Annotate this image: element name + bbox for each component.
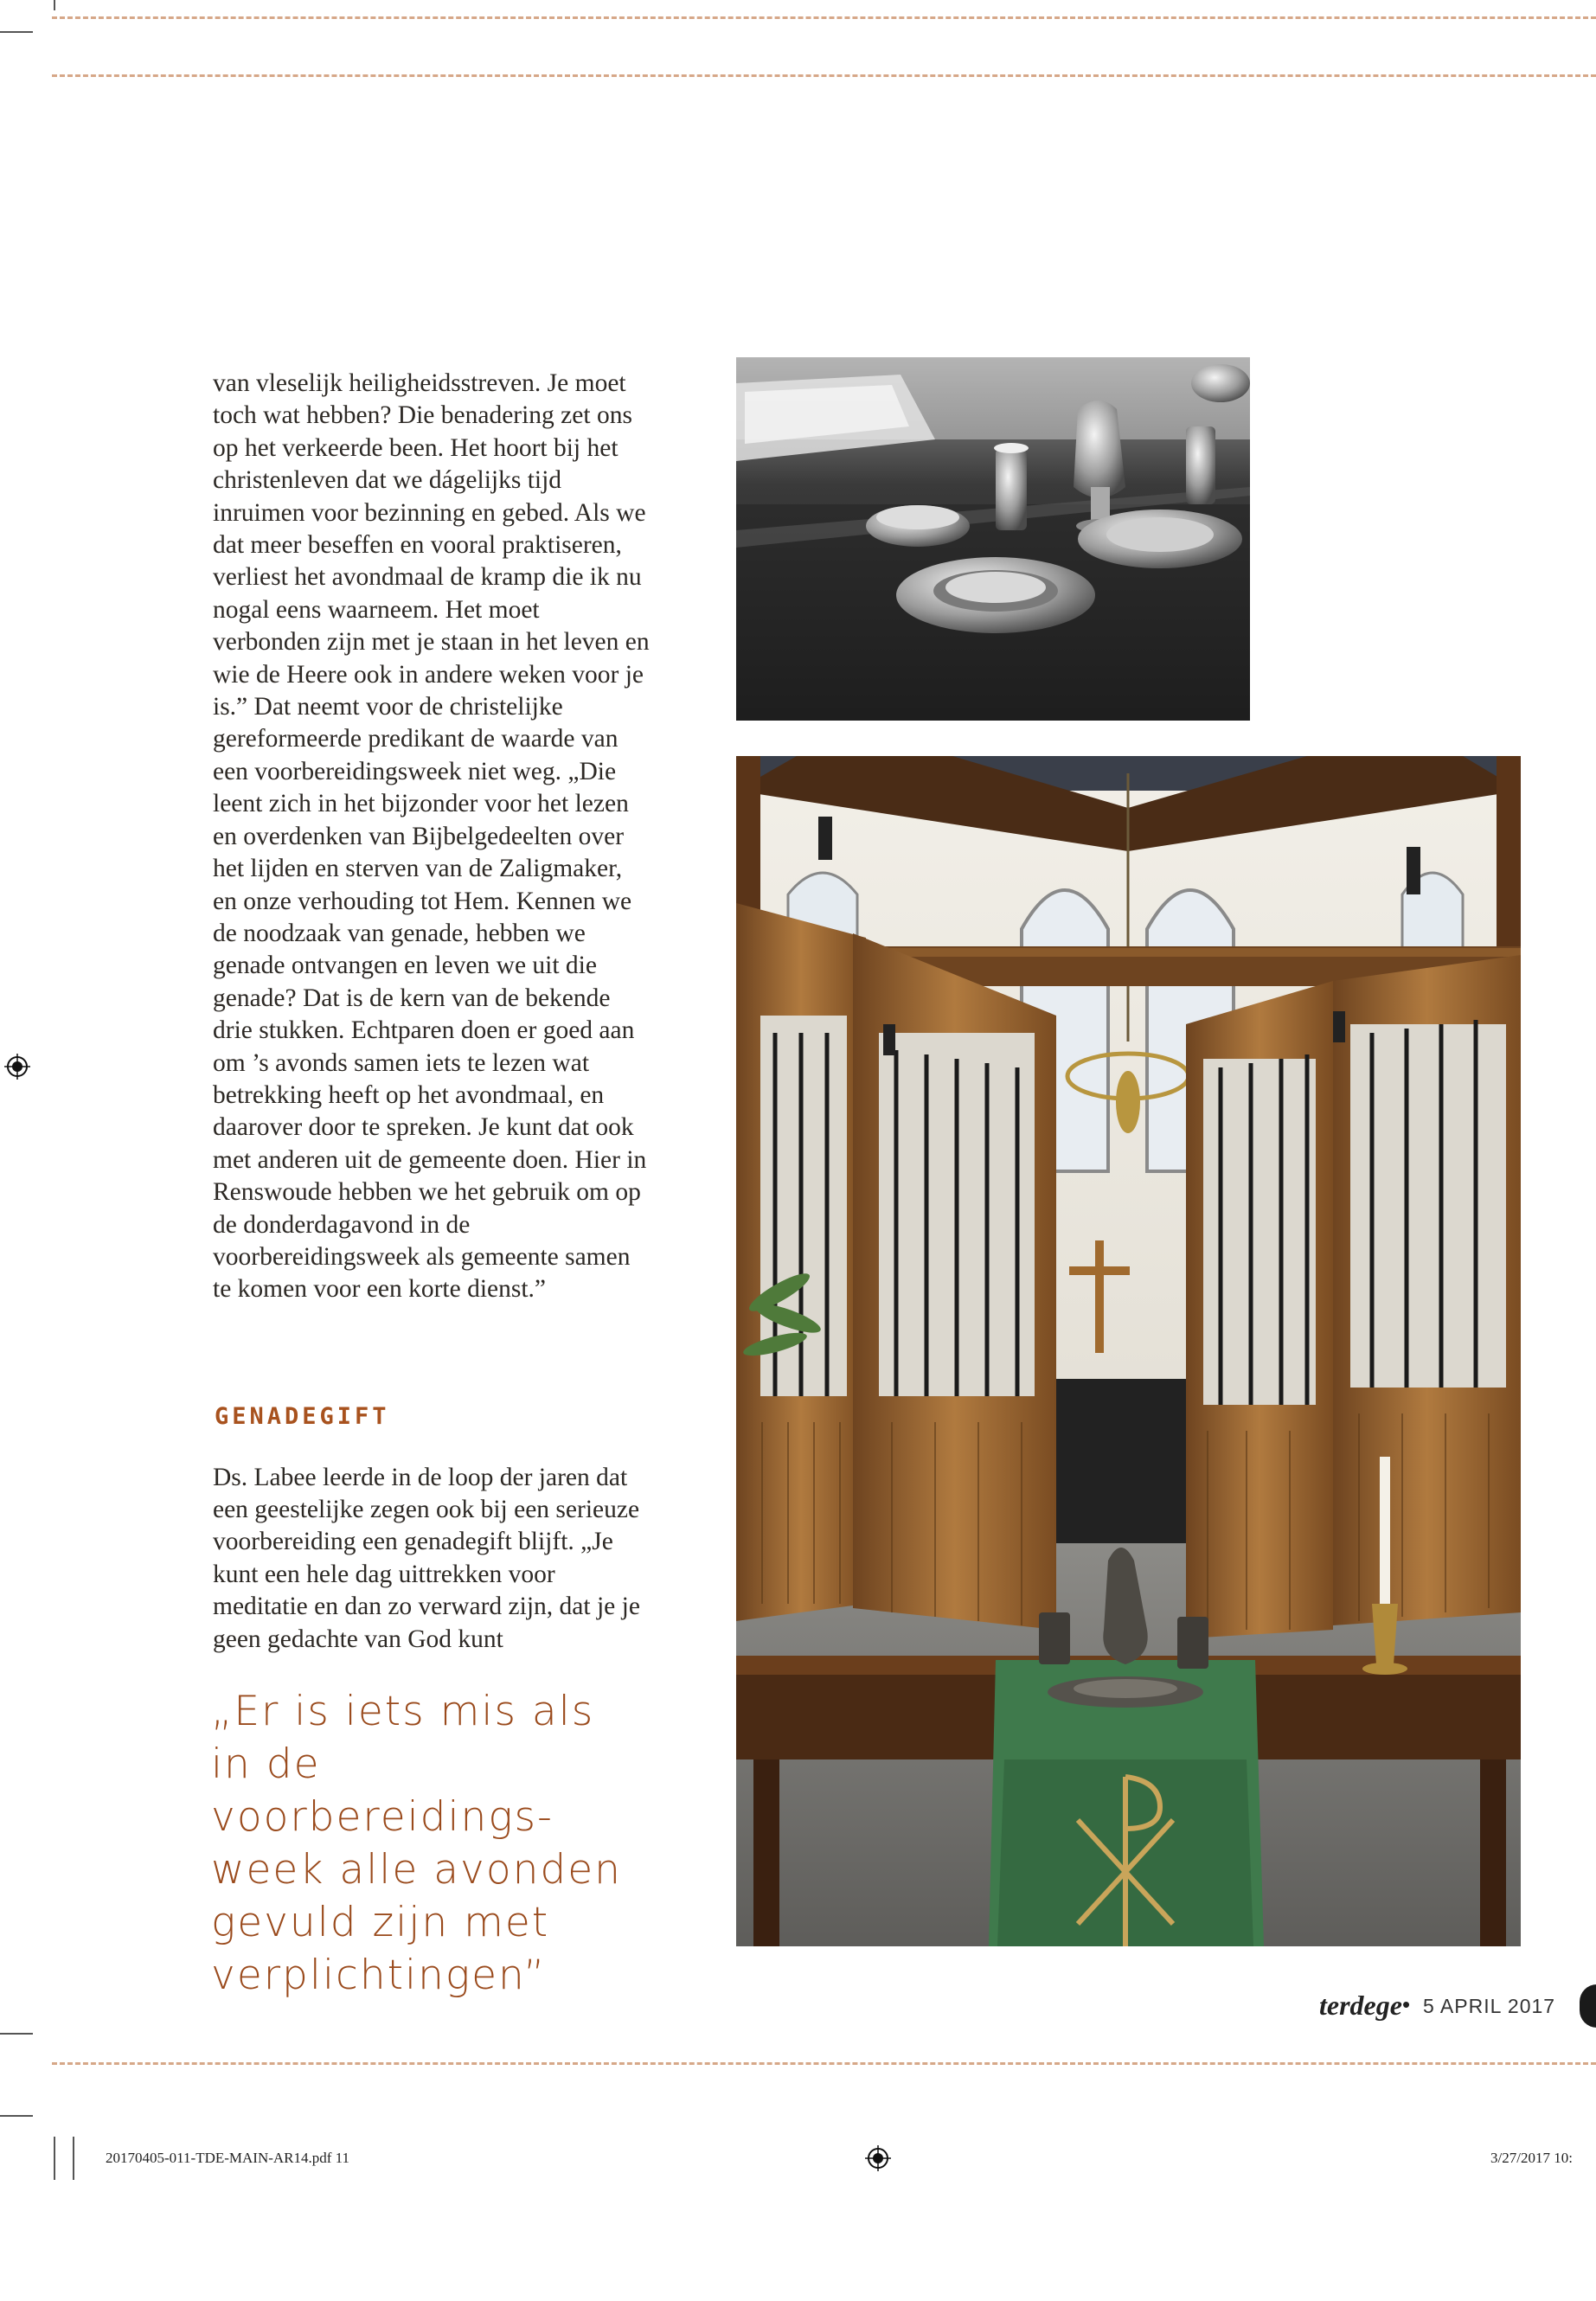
crop-mark [54,0,55,10]
article-paragraph: Ds. Labee leerde in de loop der jaren dat een geestelijke zegen ook bij een serieuze voorbereiding een genadegift blijft. „Je kunt een hele dag uittrekken voor meditatie en dan zo verward zijn, dat je je geen gedachte van God kunt [213,1463,640,1653]
crop-mark [54,2137,55,2180]
communion-silver-photo [736,357,1250,721]
crop-mark [0,2033,33,2035]
print-slug-timestamp: 3/27/2017 10: [1490,2150,1573,2166]
footer-separator: • [1402,1991,1411,2017]
article-subheading: GENADEGIFT [215,1403,390,1430]
crop-mark [0,2115,33,2117]
article-body-continued [213,1436,652,1681]
pull-quote: „Er is iets mis als in de voorbereidings-week alle avonden gevuld zijn met verplichtingen” [211,1688,622,1999]
print-slug-filename: 20170405-011-TDE-MAIN-AR14.pdf 11 [106,2150,350,2166]
bleed-line-bottom [52,2062,1596,2065]
page-number-tab [1580,1984,1596,2028]
bleed-line-top [52,74,1596,77]
crop-mark [73,2137,74,2180]
article-paragraph: van vleselijk heiligheidsstreven. Je moet toch wat hebben? Die benadering zet ons op het verkeerde been. Het hoort bij het christenleven dat we dágelijks tijd inruimen voor bezinning en gebed. Als we dat meer beseffen en vooral praktiseren, verliest het avondmaal de kramp die ik nu nogal eens waarneem. Het moet verbonden zijn met je staan in het leven en wie de Heere ook in andere weken voor je is.” Dat neemt voor de christelijke gereformeerde predikant de waarde van een voorbereidingsweek niet weg. „Die leent zich in het bijzonder voor het lezen en overdenken van Bijbelgedeelten over het lijden en sterven van de Zaligmaker, en onze verhouding tot Hem. Kennen we de noodzaak van genade, hebben we genade ontvangen en leven we uit die genade? Dat is de kern van de bekende drie stukken. Echtparen doen er goed aan om ’s avonds samen iets te lezen wat betrekking heeft op het avondmaal, en daarover door te spreken. Je kunt dat ook met anderen uit de gemeente doen. Hier in Renswoude hebben we het gebruik om op de donderdagavond in de voorbereidingsweek als gemeente samen te komen voor een korte dienst.” [213,369,650,1304]
magazine-brand: terdege [1319,1990,1402,2021]
issue-date: 5 APRIL 2017 [1423,1995,1556,2017]
trim-line-top [52,16,1596,19]
registration-mark-icon [4,1054,30,1080]
church-interior-photo [736,756,1521,1946]
registration-mark-icon [865,2145,891,2171]
crop-mark [0,31,33,33]
article-body [213,368,652,1306]
